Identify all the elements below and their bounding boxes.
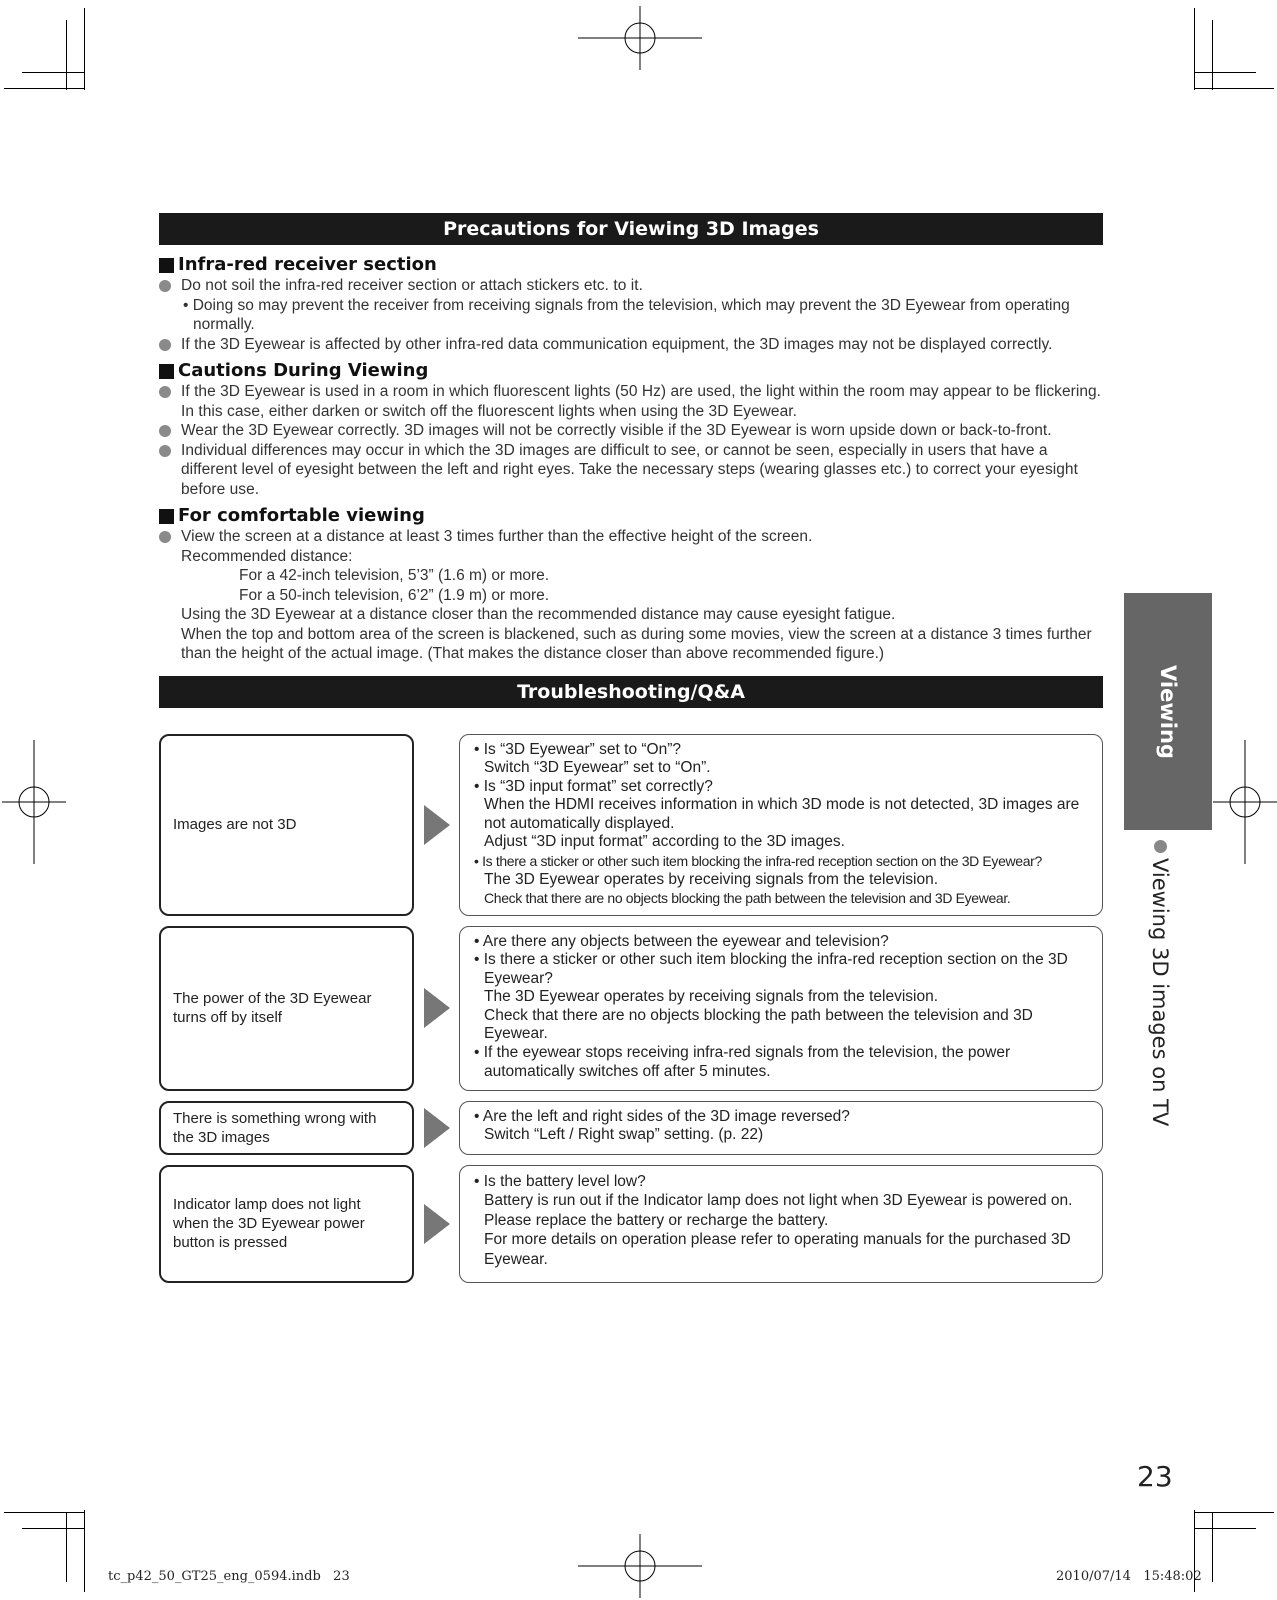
blackened-screen-note: When the top and bottom area of the screen is blackened, such as during some movies, view the screen at a distance 3 times further than the height of the actual image. (That makes the distance closer than above recommended figure.) bbox=[181, 625, 1092, 662]
faq-question: Indicator lamp does not light when the 3D Eyewear power button is pressed bbox=[159, 1165, 414, 1283]
faq-answer: • Is “3D Eyewear” set to “On”? Switch “3D Eyewear” set to “On”. • Is “3D input format” set correctly? When the HDMI receives information in which 3D mode is not detected, 3D images are not automatically displayed. Adjust “3D input format” according to the 3D images. • Is there a sticker or other such item blocking the infra-red reception section on the 3D Eyewear? The 3D Eyewear operates by receiving signals from the television. Check that there are no objects blocking the path between the television and 3D Eyewear. bbox=[459, 734, 1103, 916]
side-section-label bbox=[1140, 840, 1180, 1130]
bullet-dot-icon bbox=[159, 531, 171, 543]
faq-row bbox=[159, 1101, 1103, 1155]
comfortable-heading bbox=[159, 505, 1103, 527]
faq-row bbox=[159, 734, 1103, 916]
square-bullet-icon bbox=[159, 364, 174, 379]
cautions-heading bbox=[159, 360, 1103, 382]
side-section-text: Viewing 3D images on TV bbox=[1148, 858, 1172, 1127]
comfortable-bullet-1: View the screen at a distance at least 3 times further than the effective height of the screen. bbox=[159, 527, 1103, 547]
registration-mark-right bbox=[1213, 740, 1277, 864]
footer-file-name: tc_p42_50_GT25_eng_0594.indb 23 bbox=[108, 1569, 350, 1584]
faq-row bbox=[159, 926, 1103, 1091]
cautions-bullet-1: If the 3D Eyewear is used in a room in which fluorescent lights (50 Hz) are used, the light within the room may appear to be flickering. In this case, either darken or switch off the fluorescent lights when using the 3D Eyewear. bbox=[159, 382, 1103, 421]
cautions-bullet-3: Individual differences may occur in which the 3D images are difficult to see, or cannot be seen, especially in users that have a different level of eyesight between the left and right eyes. Take the necessary steps (wearing glasses etc.) to correct your eyesight before use. bbox=[159, 441, 1103, 500]
square-bullet-icon bbox=[159, 509, 174, 524]
troubleshooting-banner: Troubleshooting/Q&A bbox=[159, 676, 1103, 708]
infrared-heading-text: Infra-red receiver section bbox=[178, 254, 437, 275]
registration-mark-top bbox=[578, 6, 702, 70]
eyesight-fatigue-note: Using the 3D Eyewear at a distance closer than the recommended distance may cause eyesight fatigue. bbox=[181, 606, 896, 623]
arrow-right-icon bbox=[424, 988, 450, 1028]
bullet-dot-icon bbox=[159, 445, 171, 457]
comfortable-heading-text: For comfortable viewing bbox=[178, 505, 425, 526]
infrared-heading bbox=[159, 254, 1103, 276]
bullet-dot-icon bbox=[159, 386, 171, 398]
precautions-banner: Precautions for Viewing 3D Images bbox=[159, 213, 1103, 245]
faq-question: Images are not 3D bbox=[159, 734, 414, 916]
square-bullet-icon bbox=[159, 258, 174, 273]
distance-50-inch: For a 50-inch television, 6’2” (1.9 m) or more. bbox=[239, 586, 550, 604]
registration-mark-bottom bbox=[578, 1534, 702, 1598]
registration-mark-left bbox=[2, 740, 66, 864]
arrow-right-icon bbox=[424, 1204, 450, 1244]
side-tab-label: Viewing bbox=[1156, 664, 1180, 759]
bullet-dot-icon bbox=[159, 280, 171, 292]
troubleshooting-table bbox=[159, 734, 1103, 1283]
side-tab-viewing bbox=[1124, 593, 1212, 830]
cautions-heading-text: Cautions During Viewing bbox=[178, 360, 429, 381]
page-number: 23 bbox=[1137, 1460, 1173, 1493]
faq-question: The power of the 3D Eyewear turns off by itself bbox=[159, 926, 414, 1091]
distance-42-inch: For a 42-inch television, 5’3” (1.6 m) or more. bbox=[239, 567, 550, 584]
cautions-bullet-2: Wear the 3D Eyewear correctly. 3D images will not be correctly visible if the 3D Eyewear is worn upside down or back-to-front. bbox=[159, 421, 1103, 441]
faq-row bbox=[159, 1165, 1103, 1283]
bullet-dot-icon bbox=[1154, 840, 1167, 853]
footer-timestamp: 2010/07/14 15:48:02 bbox=[1056, 1569, 1202, 1584]
arrow-right-icon bbox=[424, 805, 450, 845]
faq-answer: • Are there any objects between the eyewear and television? • Is there a sticker or other such item blocking the infra-red reception section on the 3D Eyewear? The 3D Eyewear operates by receiving signals from the television. Check that there are no objects blocking the path between the television and 3D Eyewear. • If the eyewear stops receiving infra-red signals from the television, the power automatically switches off after 5 minutes. bbox=[459, 926, 1103, 1091]
bullet-dot-icon bbox=[159, 339, 171, 351]
arrow-right-icon bbox=[424, 1108, 450, 1148]
infrared-bullet-1: Do not soil the infra-red receiver section or attach stickers etc. to it. bbox=[159, 276, 1103, 296]
infrared-sub-bullet: • Doing so may prevent the receiver from receiving signals from the television, which may prevent the 3D Eyewear from operating normally. bbox=[183, 296, 1070, 333]
main-content bbox=[159, 213, 1103, 1293]
faq-question: There is something wrong with the 3D images bbox=[159, 1101, 414, 1155]
infrared-bullet-2: If the 3D Eyewear is affected by other infra-red data communication equipment, the 3D images may not be displayed correctly. bbox=[159, 335, 1103, 355]
faq-answer: • Are the left and right sides of the 3D image reversed? Switch “Left / Right swap” setting. (p. 22) bbox=[459, 1101, 1103, 1155]
recommended-distance-label: Recommended distance: bbox=[181, 547, 353, 565]
faq-answer: • Is the battery level low? Battery is run out if the Indicator lamp does not light when 3D Eyewear is powered on. Please replace the battery or recharge the battery. For more details on operation please refer to operating manuals for the purchased 3D Eyewear. bbox=[459, 1165, 1103, 1283]
bullet-dot-icon bbox=[159, 425, 171, 437]
